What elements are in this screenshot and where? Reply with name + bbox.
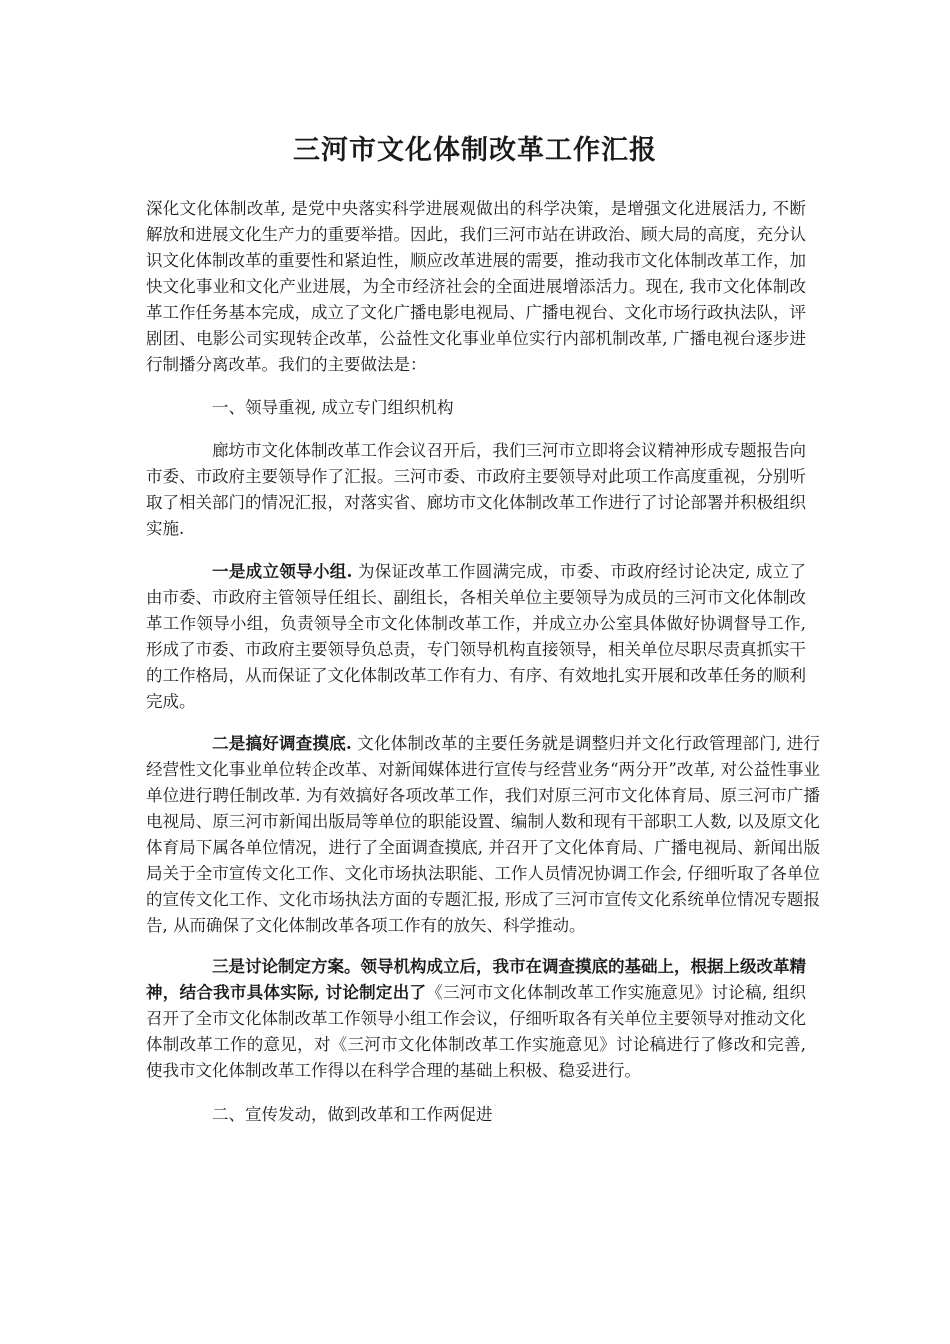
document-body xyxy=(146,196,820,1145)
item1-text: 为保证改革工作圆满完成，市委、市政府经讨论决定, 成立了由市委、市政府主管领导任组长、副组长，各相关单位主要领导为成员的三河市文化体制改革工作领导小组，负责领导全市文化体制改革工作，并成立办公室具体做好协调督导工作, 形成了市委、市政府主要领导负总责，专门领导机构直接领导，相关单位尽职尽责真抓实干的工作格局，从而保证了文化体制改革工作有力、有序、有效地扎实开展和改革任务的顺利完成。 xyxy=(146,562,806,711)
section-heading-1: 一、领导重视, 成立专门组织机构 xyxy=(212,398,454,417)
document-title: 三河市文化体制改革工作汇报 xyxy=(293,135,657,166)
item3-text: 《三河市文化体制改革工作实施意见》讨论稿, 组织召开了全市文化体制改革工作领导小组工作会议，仔细听取各有关单位主要领导对推动文化体制改革工作的意见，对《三河市文化体制改革工作实施意见》讨论稿进行了修改和完善, 使我市文化体制改革工作得以在科学合理的基础上积极、稳妥进行。 xyxy=(146,983,806,1080)
item1-paragraph xyxy=(146,559,806,715)
section1-paragraph: 廊坊市文化体制改革工作会议召开后，我们三河市立即将会议精神形成专题报告向市委、市政府主要领导作了汇报。三河市委、市政府主要领导对此项工作高度重视，分别听取了相关部门的情况汇报，对落实省、廊坊市文化体制改革工作进行了讨论部署并积极组织实施. xyxy=(146,441,806,538)
item1-lead: 一是成立领导小组. xyxy=(212,562,353,581)
item3-paragraph xyxy=(146,954,806,1084)
item2-paragraph xyxy=(146,731,820,939)
item3-lead: 三是讨论制定方案。领导机构成立后，我市在调查摸底的基础上，根据上级改革精神，结合我市具体实际, 讨论制定出了 xyxy=(146,957,806,1002)
item2-lead: 二是搞好调查摸底. xyxy=(212,734,352,753)
section-heading-2: 二、宣传发动，做到改革和工作两促进 xyxy=(212,1105,493,1124)
item2-text: 文化体制改革的主要任务就是调整归并文化行政管理部门, 进行经营性文化事业单位转企改革、对新闻媒体进行宣传与经营业务“两分开”改革, 对公益性事业单位进行聘任制改革. 为有效搞好各项改革工作，我们对原三河市文化体育局、原三河市广播电视局、原三河市新闻出版局等单位的职能设置、编制人数和现有干部职工人数, 以及原文化体育局下属各单位情况，进行了全面调查摸底, 并召开了文化体育局、广播电视局、新闻出版局关于全市宣传文化工作、文化市场执法职能、工作人员情况协调工作会, 仔细听取了各单位的宣传文化工作、文化市场执法方面的专题汇报, 形成了三河市宣传文化系统单位情况专题报告, 从而确保了文化体制改革各项工作有的放矢、科学推动。 xyxy=(146,734,820,935)
intro-paragraph: 深化文化体制改革, 是党中央落实科学进展观做出的科学决策，是增强文化进展活力, 不断解放和进展文化生产力的重要举措。因此，我们三河市站在讲政治、顾大局的高度，充分认识文化体制改革的重要性和紧迫性，顺应改革进展的需要，推动我市文化体制改革工作，加快文化事业和文化产业进展，为全市经济社会的全面进展增添活力。现在, 我市文化体制改革工作任务基本完成，成立了文化广播电影电视局、广播电视台、文化市场行政执法队，评剧团、电影公司实现转企改革，公益性文化事业单位实行内部机制改革, 广播电视台逐步进行制播分离改革。我们的主要做法是： xyxy=(146,199,806,374)
